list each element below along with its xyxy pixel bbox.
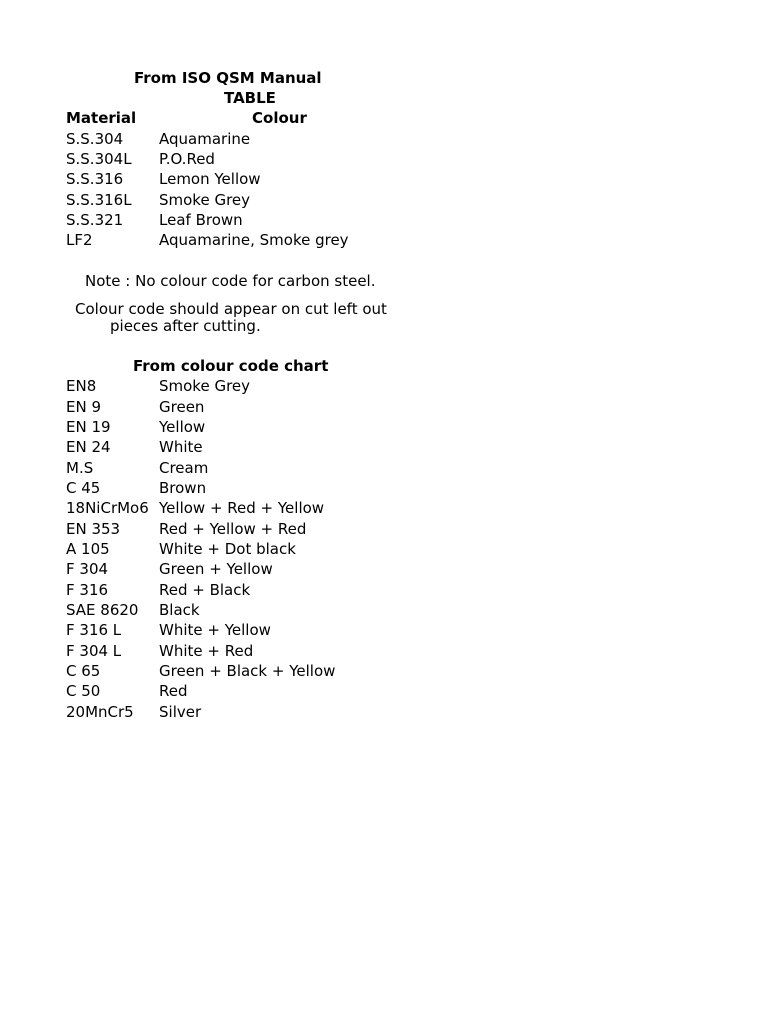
table-row (0, 417, 768, 437)
table-row (0, 458, 768, 478)
material-cell: M.S (66, 459, 94, 477)
material-cell: S.S.321 (66, 211, 124, 229)
colour-cell: Leaf Brown (159, 211, 243, 229)
colour-cell: Smoke Grey (159, 377, 251, 395)
table-row (0, 620, 768, 640)
colour-cell: Lemon Yellow (159, 170, 261, 188)
colour-cell: Green (159, 398, 205, 416)
colour-cell: Black (159, 601, 200, 619)
table-row (0, 210, 768, 230)
material-cell: EN 9 (66, 398, 102, 416)
table-row (0, 641, 768, 661)
cutting-note-line-1: Colour code should appear on cut left out (75, 300, 387, 318)
colour-cell: Smoke Grey (159, 191, 251, 209)
colour-cell: White (159, 438, 203, 456)
colour-cell: P.O.Red (159, 150, 215, 168)
material-cell: F 304 (66, 560, 109, 578)
table-heading: TABLE (224, 89, 276, 107)
table-row (0, 519, 768, 539)
material-cell: LF2 (66, 231, 93, 249)
table-row (0, 437, 768, 457)
material-cell: S.S.304L (66, 150, 132, 168)
document-title: From ISO QSM Manual (134, 69, 322, 87)
material-cell: S.S.316L (66, 191, 132, 209)
table-row (0, 681, 768, 701)
table-row (0, 580, 768, 600)
colour-cell: White + Dot black (159, 540, 296, 558)
table-row (0, 190, 768, 210)
table-row (0, 376, 768, 396)
colour-cell: Silver (159, 703, 202, 721)
colour-cell: Green + Black + Yellow (159, 662, 336, 680)
material-cell: C 45 (66, 479, 101, 497)
colour-cell: Brown (159, 479, 207, 497)
material-column-header: Material (66, 109, 137, 127)
colour-cell: Red + Yellow + Red (159, 520, 307, 538)
table-row (0, 702, 768, 722)
material-cell: C 65 (66, 662, 101, 680)
cutting-note-line-2: pieces after cutting. (110, 317, 261, 335)
table-row (0, 230, 768, 250)
material-cell: 20MnCr5 (66, 703, 134, 721)
colour-cell: Cream (159, 459, 209, 477)
material-cell: S.S.304 (66, 130, 124, 148)
table-row (0, 559, 768, 579)
table-row (0, 498, 768, 518)
material-cell: EN8 (66, 377, 97, 395)
colour-cell: White + Yellow (159, 621, 271, 639)
carbon-steel-note: Note : No colour code for carbon steel. (85, 272, 376, 290)
material-cell: F 316 L (66, 621, 122, 639)
material-cell: EN 353 (66, 520, 121, 538)
colour-cell: Yellow + Red + Yellow (159, 499, 325, 517)
colour-chart-heading: From colour code chart (133, 357, 329, 375)
table-row (0, 539, 768, 559)
colour-column-header: Colour (252, 109, 307, 127)
colour-cell: White + Red (159, 642, 254, 660)
table-row (0, 478, 768, 498)
table-row (0, 149, 768, 169)
table-row (0, 661, 768, 681)
colour-cell: Red (159, 682, 188, 700)
material-cell: C 50 (66, 682, 101, 700)
table1-header-row (0, 108, 768, 128)
colour-cell: Yellow (159, 418, 206, 436)
table-row (0, 169, 768, 189)
table-row (0, 129, 768, 149)
material-cell: SAE 8620 (66, 601, 139, 619)
material-cell: EN 19 (66, 418, 111, 436)
colour-cell: Green + Yellow (159, 560, 273, 578)
table-row (0, 397, 768, 417)
table-row (0, 600, 768, 620)
material-cell: F 316 (66, 581, 109, 599)
colour-cell: Aquamarine (159, 130, 251, 148)
colour-cell: Aquamarine, Smoke grey (159, 231, 349, 249)
material-cell: S.S.316 (66, 170, 124, 188)
material-cell: 18NiCrMo6 (66, 499, 149, 517)
material-cell: EN 24 (66, 438, 111, 456)
material-cell: A 105 (66, 540, 110, 558)
colour-cell: Red + Black (159, 581, 251, 599)
material-cell: F 304 L (66, 642, 122, 660)
